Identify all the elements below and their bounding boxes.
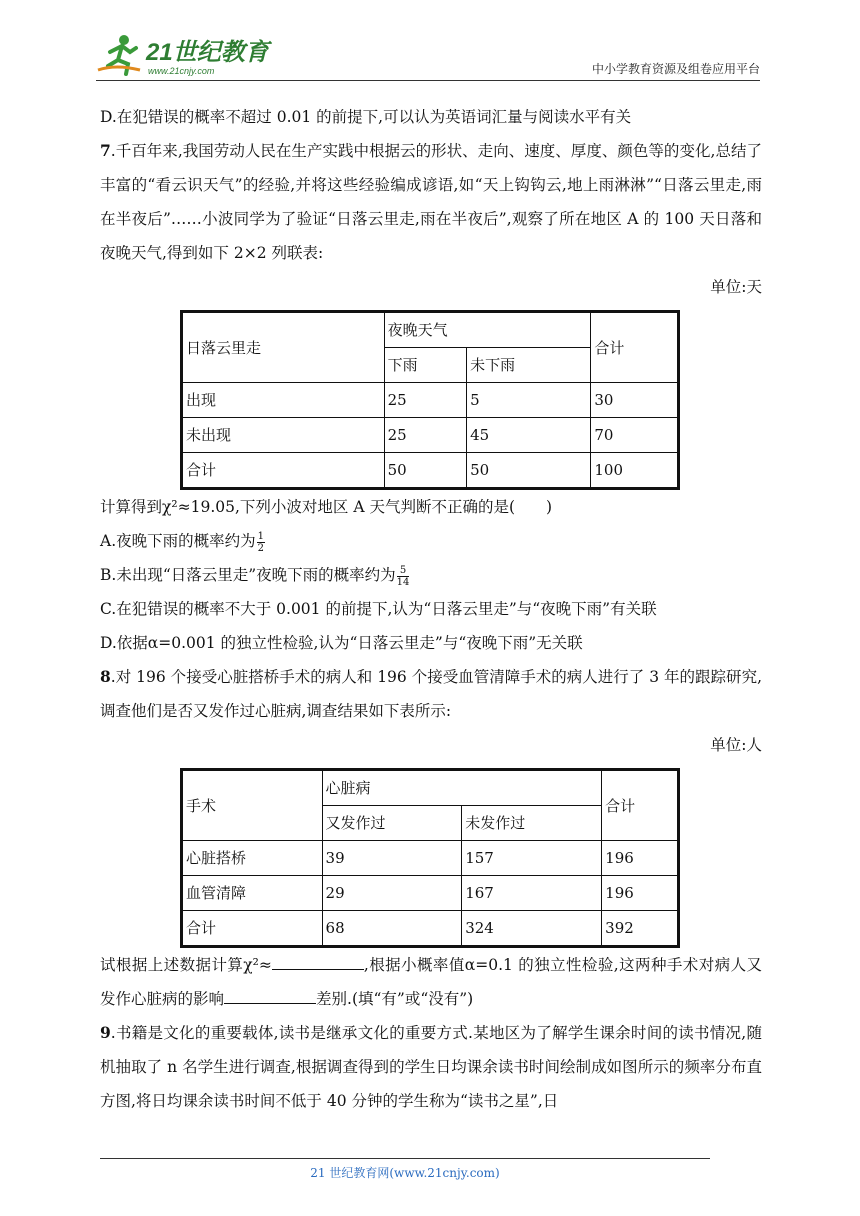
- table-row-header: 手术: [182, 770, 323, 841]
- cell: 25: [384, 418, 467, 453]
- cell: 50: [467, 453, 591, 489]
- row-label: 未出现: [182, 418, 385, 453]
- q9-number: 9: [100, 1023, 111, 1042]
- cell: 392: [602, 911, 679, 947]
- row-label: 心脏搭桥: [182, 841, 323, 876]
- q8-stem-text: .对 196 个接受心脏搭桥手术的病人和 196 个接受血管清障手术的病人进行了 3 年的跟踪研究,调查他们是否又发作过心脏病,调查结果如下表所示:: [100, 668, 762, 720]
- cell: 29: [322, 876, 462, 911]
- table-col2: 未下雨: [467, 348, 591, 383]
- q7-option-c: C.在犯错误的概率不大于 0.001 的前提下,认为“日落云里走”与“夜晚下雨”有关联: [100, 600, 657, 618]
- frac-numerator: 1: [257, 530, 264, 542]
- q7-option-d: D.依据α=0.001 的独立性检验,认为“日落云里走”与“夜晚下雨”无关联: [100, 634, 583, 652]
- cell: 50: [384, 453, 467, 489]
- cell: 70: [591, 418, 679, 453]
- cell: 196: [602, 876, 679, 911]
- q7-stem-text: .千百年来,我国劳动人民在生产实践中根据云的形状、走向、速度、厚度、颜色等的变化,总结了丰富的“看云识天气”的经验,并将这些经验编成谚语,如“天上钩钩云,地上雨淋淋”“日落云里走,雨在半夜后”……小波同学为了验证“日落云里走,雨在半夜后”,观察了所在地区 A 的 100 天日落和夜晚天气,得到如下 2×2 列联表:: [100, 142, 762, 262]
- q7-stem: [100, 134, 762, 270]
- logo-text: 21世纪教育: [146, 39, 269, 66]
- fraction-five-fourteenths: [397, 565, 410, 588]
- header-divider: [96, 80, 760, 81]
- cell: 45: [467, 418, 591, 453]
- q7-number: 7: [100, 141, 111, 160]
- q8-text: 试根据上述数据计算χ²≈: [100, 956, 272, 974]
- cell: 324: [462, 911, 602, 947]
- q9-stem: [100, 1016, 762, 1118]
- option-b-text: B.未出现“日落云里走”夜晚下雨的概率约为: [100, 566, 396, 584]
- q8-unit: 单位:人: [710, 736, 762, 754]
- table-row: [182, 453, 679, 489]
- row-label: 合计: [182, 911, 323, 947]
- table-total-header: 合计: [602, 770, 679, 841]
- table-col1: 下雨: [384, 348, 467, 383]
- logo-url: www.21cnjy.com: [148, 66, 215, 76]
- cell: 25: [384, 383, 467, 418]
- table-row: [182, 383, 679, 418]
- q7-unit: 单位:天: [710, 278, 762, 296]
- q6-option-d: D.在犯错误的概率不超过 0.01 的前提下,可以认为英语词汇量与阅读水平有关: [100, 108, 632, 126]
- table-col1: 又发作过: [322, 806, 462, 841]
- cell: 30: [591, 383, 679, 418]
- cell: 100: [591, 453, 679, 489]
- q9-stem-text: .书籍是文化的重要载体,读书是继承文化的重要方式.某地区为了解学生课余时间的读书情况,随机抽取了 n 名学生进行调查,根据调查得到的学生日均课余读书时间绘制成如图所示的频率分布直方图,将日均课余读书时间不低于 40 分钟的学生称为“读书之星”,日: [100, 1024, 762, 1110]
- q7-calc-line: 计算得到χ²≈19.05,下列小波对地区 A 天气判断不正确的是( ): [100, 498, 553, 516]
- cell: 68: [322, 911, 462, 947]
- table-row: [182, 418, 679, 453]
- q8-text: 人又发作心脏病的影响: [100, 956, 762, 1008]
- q8-number: 8: [100, 667, 111, 686]
- row-label: 合计: [182, 453, 385, 489]
- difference-answer-blank[interactable]: [224, 985, 316, 1004]
- q8-text: 差别.(填“有”或“没有”): [316, 990, 474, 1008]
- frac-denominator: 2: [257, 542, 264, 554]
- page-header: [96, 30, 760, 80]
- row-label: 血管清障: [182, 876, 323, 911]
- q8-stem: [100, 660, 762, 728]
- table-col-group: 心脏病: [322, 770, 602, 806]
- table-row: [182, 876, 679, 911]
- cell: 5: [467, 383, 591, 418]
- q8-text: ,根据小概率值α=0.1 的独立性检验,这两种手术对病: [363, 956, 731, 974]
- frac-numerator: 5: [397, 565, 410, 577]
- runner-icon: [98, 35, 140, 74]
- table-row: [182, 841, 679, 876]
- question-content: [100, 100, 762, 1118]
- table-row-header: 日落云里走: [182, 312, 385, 383]
- option-a-text: A.夜晚下雨的概率约为: [100, 532, 256, 550]
- frac-denominator: 14: [396, 576, 410, 588]
- row-label: 出现: [182, 383, 385, 418]
- cell: 157: [462, 841, 602, 876]
- q8-fill-line: [100, 948, 762, 1016]
- table-col2: 未发作过: [462, 806, 602, 841]
- q7-contingency-table: [180, 310, 680, 490]
- fraction-one-half: [257, 531, 265, 554]
- cell: 167: [462, 876, 602, 911]
- site-logo: [96, 30, 296, 80]
- footer-divider: [100, 1158, 710, 1159]
- footer-link[interactable]: 21 世纪教育网(www.21cnjy.com): [310, 1166, 500, 1180]
- table-col-group: 夜晚天气: [384, 312, 591, 348]
- cell: 39: [322, 841, 462, 876]
- table-row: [182, 911, 679, 947]
- cell: 196: [602, 841, 679, 876]
- table-total-header: 合计: [591, 312, 679, 383]
- q8-contingency-table: [180, 768, 680, 948]
- chi-square-answer-blank[interactable]: [272, 951, 364, 970]
- q7-option-a: [100, 524, 762, 558]
- q7-option-b: [100, 558, 762, 592]
- platform-name: 中小学教育资源及组卷应用平台: [591, 62, 760, 76]
